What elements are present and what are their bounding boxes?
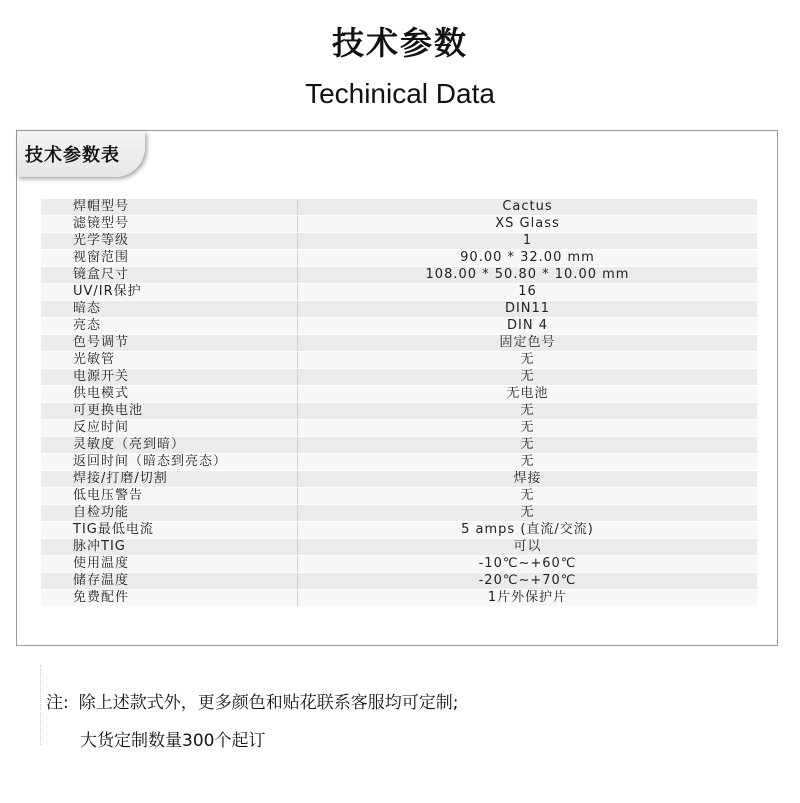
spec-name: 反应时间 — [41, 420, 298, 437]
spec-value: 无 — [298, 403, 758, 420]
spec-name: 返回时间（暗态到亮态） — [41, 454, 298, 471]
spec-value: 无 — [298, 505, 758, 522]
table-row — [41, 250, 757, 267]
spec-value: 90.00 * 32.00 mm — [298, 250, 758, 267]
spec-name: 镜盒尺寸 — [41, 267, 298, 284]
spec-name: 脉冲TIG — [41, 539, 298, 556]
spec-value: 无 — [298, 352, 758, 369]
page-title-cn: 技术参数 — [331, 24, 468, 62]
spec-value: 1 — [298, 233, 758, 250]
table-row — [41, 386, 757, 403]
spec-name: 低电压警告 — [41, 488, 298, 505]
note-line-1 — [46, 688, 458, 713]
spec-name: 光学等级 — [41, 233, 298, 250]
spec-name: 色号调节 — [41, 335, 298, 352]
spec-value: 16 — [298, 284, 758, 301]
table-row — [41, 471, 757, 488]
spec-value: 无 — [298, 437, 758, 454]
table-row — [41, 199, 757, 216]
spec-panel — [16, 130, 778, 646]
spec-value: DIN 4 — [298, 318, 758, 335]
spec-value: Cactus — [298, 199, 758, 216]
spec-name: 光敏管 — [41, 352, 298, 369]
table-row — [41, 505, 757, 522]
spec-name: 可更换电池 — [41, 403, 298, 420]
note-prefix: 注: — [46, 693, 69, 713]
table-row — [41, 488, 757, 505]
spec-name: 暗态 — [41, 301, 298, 318]
spec-name: TIG最低电流 — [41, 522, 298, 539]
table-row — [41, 335, 757, 352]
spec-value: 可以 — [298, 539, 758, 556]
spec-value: 无 — [298, 488, 758, 505]
table-row — [41, 318, 757, 335]
table-row — [41, 454, 757, 471]
spec-name: 视窗范围 — [41, 250, 298, 267]
spec-value: -20℃~+70℃ — [298, 573, 758, 590]
spec-value: XS Glass — [298, 216, 758, 233]
spec-name: 亮态 — [41, 318, 298, 335]
note-line-2: 大货定制数量300个起订 — [80, 731, 266, 751]
table-row — [41, 284, 757, 301]
table-row — [41, 573, 757, 590]
table-row — [41, 590, 757, 607]
table-row — [41, 267, 757, 284]
spec-name: 焊帽型号 — [41, 199, 298, 216]
spec-table — [41, 199, 757, 607]
table-row — [41, 556, 757, 573]
spec-name: 焊接/打磨/切割 — [41, 471, 298, 488]
table-row — [41, 539, 757, 556]
table-row — [41, 522, 757, 539]
note-divider — [40, 665, 42, 745]
spec-value: 无 — [298, 420, 758, 437]
spec-value: 固定色号 — [298, 335, 758, 352]
spec-name: 滤镜型号 — [41, 216, 298, 233]
spec-value: 无 — [298, 369, 758, 386]
table-row — [41, 420, 757, 437]
spec-name: 供电模式 — [41, 386, 298, 403]
spec-value: 108.00 * 50.80 * 10.00 mm — [298, 267, 758, 284]
spec-value: 1片外保护片 — [298, 590, 758, 607]
spec-name: 使用温度 — [41, 556, 298, 573]
table-row — [41, 352, 757, 369]
spec-value: -10℃~+60℃ — [298, 556, 758, 573]
spec-value: 无电池 — [298, 386, 758, 403]
page-title-en: Techinical Data — [305, 78, 495, 109]
spec-name: 电源开关 — [41, 369, 298, 386]
spec-panel-tab — [17, 131, 145, 177]
table-row — [41, 301, 757, 318]
spec-name: 自检功能 — [41, 505, 298, 522]
table-row — [41, 369, 757, 386]
spec-name: 灵敏度（亮到暗） — [41, 437, 298, 454]
spec-value: 5 amps (直流/交流) — [298, 522, 758, 539]
table-row — [41, 216, 757, 233]
table-row — [41, 233, 757, 250]
spec-name: UV/IR保护 — [41, 284, 298, 301]
spec-panel-tab-label: 技术参数表 — [25, 145, 120, 166]
spec-name: 免费配件 — [41, 590, 298, 607]
spec-value: 无 — [298, 454, 758, 471]
spec-value: 焊接 — [298, 471, 758, 488]
table-row — [41, 403, 757, 420]
note-text-1: 除上述款式外，更多颜色和贴花联系客服均可定制; — [78, 693, 459, 713]
spec-name: 储存温度 — [41, 573, 298, 590]
spec-value: DIN11 — [298, 301, 758, 318]
table-row — [41, 437, 757, 454]
